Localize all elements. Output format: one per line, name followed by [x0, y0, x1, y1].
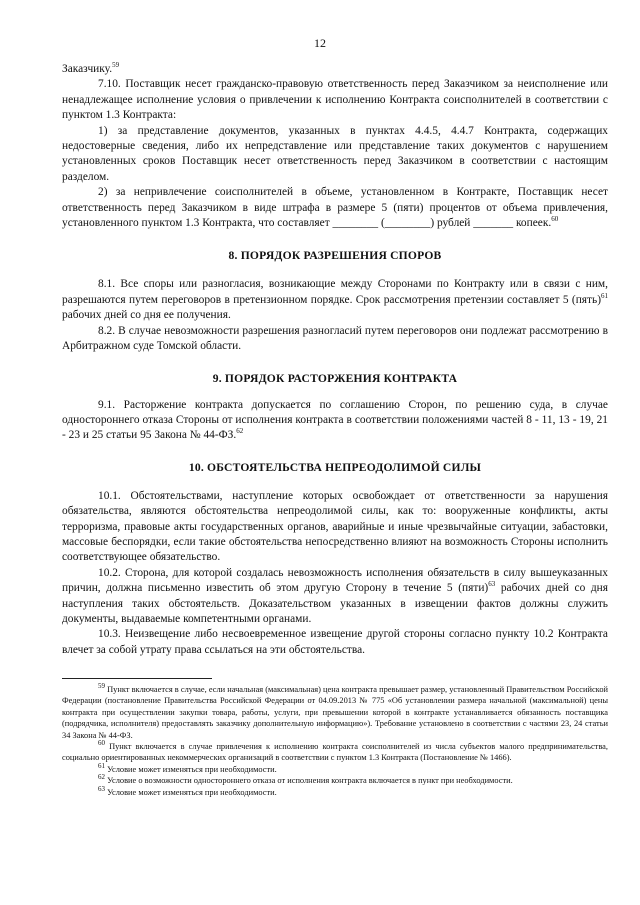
footnote-text: Условие может изменяться при необходимости.	[105, 764, 277, 774]
footnote	[62, 775, 608, 786]
paragraph	[62, 398, 608, 444]
footnote-ref: 59	[112, 61, 120, 70]
paragraph-text: Заказчику.	[62, 63, 113, 75]
paragraph	[62, 566, 608, 628]
document-body	[62, 62, 608, 658]
paragraph: 1) за представление документов, указанных в пунктах 4.4.5, 4.4.7 Контракта, содержащих недостоверные сведения, либо их непредставление или представление таких документов с нарушением установленных сроков Поставщик несет ответственность перед Заказчиком в соответствии с настоящим разделом.	[62, 124, 608, 183]
paragraph	[62, 62, 608, 77]
paragraph: 10.3. Неизвещение либо несвоевременное извещение другой стороны согласно пункту 10.2 Контракта влечет за собой утрату права ссылаться на эти обстоятельства.	[62, 628, 608, 656]
footnote-ref: 62	[236, 427, 244, 436]
footnote	[62, 741, 608, 764]
paragraph-text: 9.1. Расторжение контракта допускается по соглашению Сторон, по решению суда, в случае одностороннего отказа Стороны от исполнения контракта в соответствии положениями частей 8 - 11, 13 - 19, 21 - 23 и 25 статьи 95 Закона № 44-ФЗ.	[62, 398, 608, 442]
footnote-number: 63	[98, 784, 105, 793]
footnote-ref: 63	[488, 580, 496, 589]
footnote-ref: 60	[551, 215, 559, 224]
paragraph: 10.1. Обстоятельствами, наступление которых освобождает от ответственности за нарушения обязательства, являются обстоятельства непреодолимой силы, как то: вооруженные конфликты, акты терроризма, правовые акты государственных органов, аварийные и иные чрезвычайные ситуации, забастовки, массовые беспорядки, если такие обстоятельства непосредственно влияют на возможность Стороны исполнить соответствующее обязательство.	[62, 489, 608, 564]
footnote-text: Условие может изменяться при необходимости.	[105, 787, 277, 797]
paragraph	[62, 277, 608, 323]
footnote	[62, 684, 608, 741]
page-number: 12	[314, 36, 326, 50]
footnote-ref: 61	[601, 292, 608, 301]
section-heading: 8. ПОРЯДОК РАЗРЕШЕНИЯ СПОРОВ	[228, 249, 442, 263]
footnote-number: 59	[98, 682, 105, 691]
footnote-text: Пункт включается в случае, если начальная (максимальная) цена контракта превышает размер, установленный Правительством Российской Федерации (постановление Правительства Российской Федерации от 04.09.2013 № 775 «Об установлении размера начальной (максимальной) цены контракта при осуществлении закупки товара, работы, услуги, при превышении которой в контракте устанавливается обязанность поставщика (подрядчика, исполнителя) предоставлять заказчику дополнительную информацию»). Требование установлено в соответствии с частями 23, 24 статьи 34 Закона № 44-ФЗ.	[62, 685, 608, 740]
footnote-number: 60	[98, 739, 105, 748]
footnote	[62, 784, 608, 798]
footnote-divider	[62, 678, 212, 679]
footnote-number: 61	[98, 762, 105, 771]
paragraph-text: 2) за непривлечение соисполнителей в объеме, установленном в Контракте, Поставщик несет ответственность перед Заказчиком в виде штрафа в размере 5 (пяти) процентов от объема привлечения, установленного пунктом 1.3 Контракта, что составляет ________ (________) рублей _______ копеек.	[62, 186, 608, 230]
footnote	[62, 764, 608, 775]
paragraph: 8.2. В случае невозможности разрешения разногласий путем переговоров они подлежат рассмотрению в Арбитражном суде Томской области.	[62, 324, 608, 353]
paragraph	[62, 185, 608, 231]
footnotes	[62, 684, 608, 798]
footnote-text: Пункт включается в случае привлечения к исполнению контракта соисполнителей из числа субъектов малого предпринимательства, социально ориентированных некоммерческих организаций в соответствии с пунктом 1.3 Контракта (Постановление № 1466).	[62, 742, 608, 763]
paragraph: 7.10. Поставщик несет гражданско-правовую ответственность перед Заказчиком за неисполнение или ненадлежащее исполнение условия о привлечении к исполнению Контракта соисполнителей в соответствии с пунктом 1.3 Контракта:	[62, 78, 608, 122]
footnote-number: 62	[98, 773, 105, 782]
footnote-text: Условие о возможности одностороннего отказа от исполнения контракта включается в пункт при необходимости.	[105, 776, 513, 786]
paragraph-text: рабочих дней со дня наступления таких обстоятельств. Доказательством указанных в извещении фактов должны служить документы, выдаваемые компетентными органами.	[62, 582, 608, 625]
paragraph-text: рабочих дней со дня ее получения.	[62, 309, 231, 322]
section-heading: 10. ОБСТОЯТЕЛЬСТВА НЕПРЕОДОЛИМОЙ СИЛЫ	[188, 460, 482, 474]
paragraph-text: 10.2. Сторона, для которой создалась невозможность исполнения обязательств в силу вышеуказанных причин, должна письменно известить об этом другую Сторону в течение 5 (пяти)	[62, 566, 608, 595]
section-heading: 9. ПОРЯДОК РАСТОРЖЕНИЯ КОНТРАКТА	[212, 371, 458, 385]
paragraph-text: 8.1. Все споры или разногласия, возникающие между Сторонами по Контракту или в связи с ним, разрешаются путем переговоров в претензионном порядке. Срок рассмотрения претензии составляет 5 (пять)	[62, 278, 608, 306]
